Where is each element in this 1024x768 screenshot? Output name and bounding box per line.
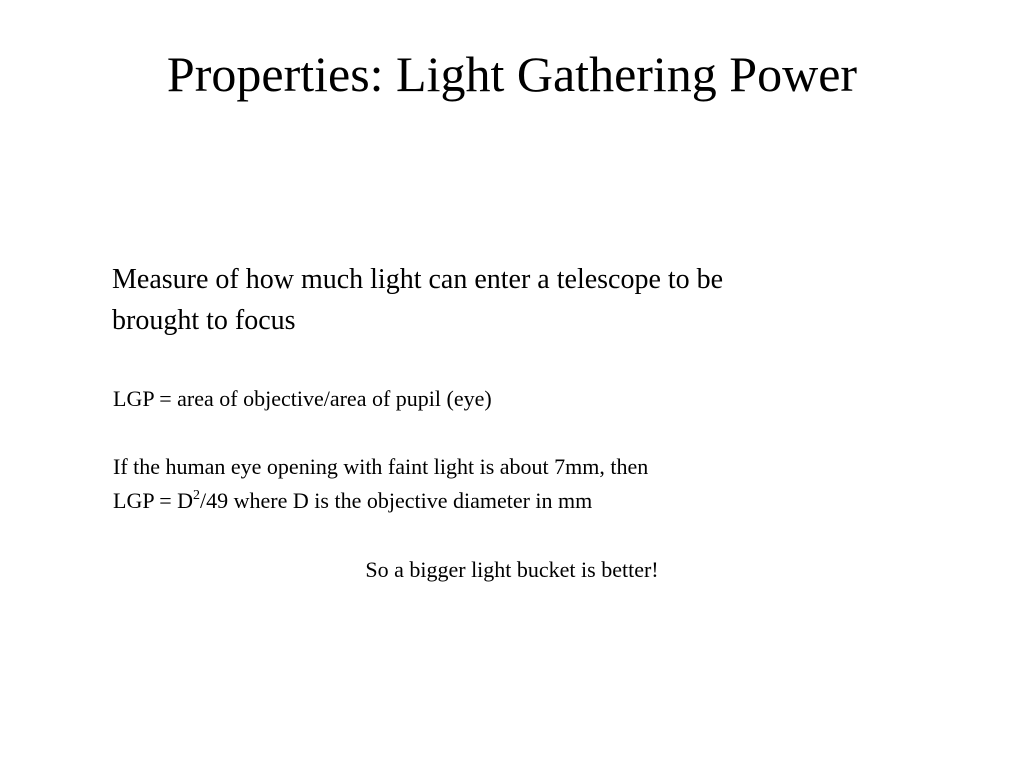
formula-prefix: LGP = D	[113, 488, 194, 513]
lgp-definition: LGP = area of objective/area of pupil (eye)	[113, 386, 492, 411]
slide-title: Properties: Light Gathering Power	[166, 46, 858, 102]
formula-exponent: 2	[193, 488, 201, 503]
definition-line-2: brought to focus	[112, 305, 296, 336]
definition-paragraph	[112, 259, 912, 341]
eye-opening-condition: If the human eye opening with faint light is about 7mm, then	[113, 454, 649, 479]
conclusion-text: So a bigger light bucket is better!	[365, 557, 659, 582]
definition-line-1: Measure of how much light can enter a telescope to be	[112, 264, 724, 295]
lgp-formula	[113, 487, 592, 515]
formula-suffix: /49 where D is the objective diameter in mm	[200, 488, 593, 513]
